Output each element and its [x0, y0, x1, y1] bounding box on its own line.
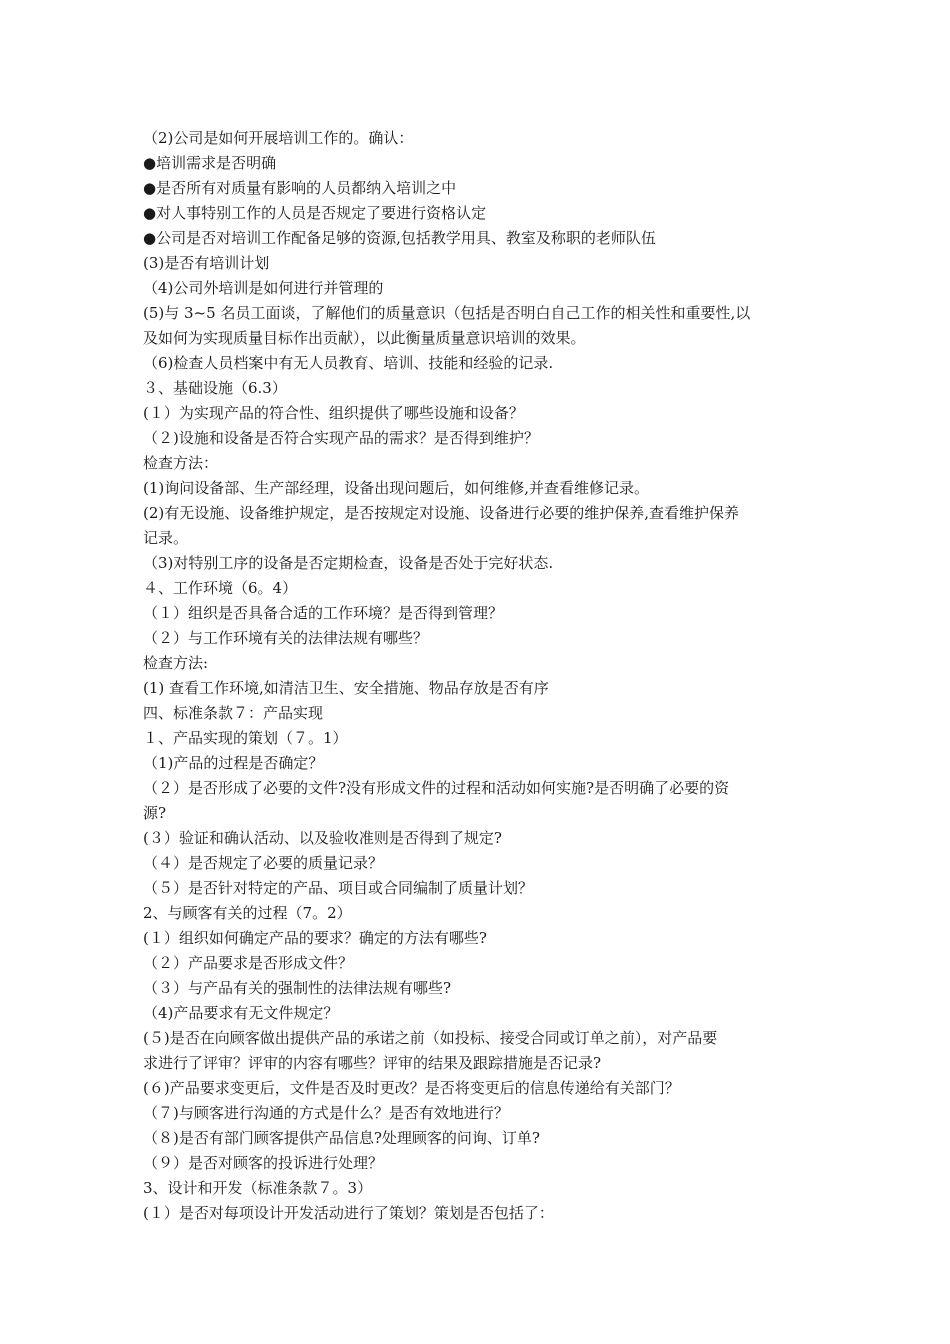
text-line: (3)是否有培训计划 — [143, 254, 270, 272]
text-line: （７)与顾客进行沟通的方式是什么？是否有效地进行？ — [143, 1104, 509, 1122]
text-line: 源? — [143, 804, 167, 822]
text-line: （4)产品要求有无文件规定？ — [143, 1004, 339, 1022]
text-line: 记录。 — [143, 529, 189, 547]
text-line: （２）与工作环境有关的法律法规有哪些？ — [143, 629, 429, 647]
section-heading: 2、与顾客有关的过程（7。2） — [143, 904, 352, 922]
chapter-heading: 四、标准条款７：产品实现 — [143, 704, 324, 722]
text-line: （４）是否规定了必要的质量记录？ — [143, 854, 384, 872]
text-line: (３）验证和确认活动、以及验收准则是否得到了规定? — [143, 829, 502, 847]
text-line: (1) 查看工作环境,如清洁卫生、安全措施、物品存放是否有序 — [143, 679, 549, 697]
text-line: （3)对特别工序的设备是否定期检查，设备是否处于完好状态. — [143, 554, 554, 572]
text-line: （１）组织是否具备合适的工作环境？是否得到管理？ — [143, 604, 504, 622]
text-line: （９）是否对顾客的投诉进行处理？ — [143, 1154, 384, 1172]
text-line: （2)公司是如何开展培训工作的。确认： — [143, 129, 414, 147]
subheading: 检查方法: — [143, 654, 209, 672]
section-heading: ３、基础设施（6.3） — [143, 379, 287, 397]
text-line: （２)设施和设备是否符合实现产品的需求？是否得到维护？ — [143, 429, 539, 447]
text-line: 求进行了评审？评审的内容有哪些？评审的结果及跟踪措施是否记录? — [143, 1054, 602, 1072]
section-heading: ４、工作环境（6。4） — [143, 579, 298, 597]
text-line: (１）是否对每项设计开发活动进行了策划？策划是否包括了： — [143, 1204, 554, 1222]
document-body — [143, 126, 813, 1226]
subheading: 检查方法： — [143, 454, 219, 472]
text-line: （２）是否形成了必要的文件?没有形成文件的过程和活动如何实施?是否明确了必要的资 — [143, 779, 730, 797]
section-heading: １、产品实现的策划（７。1） — [143, 729, 348, 747]
text-line: (1)询问设备部、生产部经理，设备出现问题后，如何维修,并查看维修记录。 — [143, 479, 650, 497]
text-line: （５）是否针对特定的产品、项目或合同编制了质量计划？ — [143, 879, 534, 897]
bullet-item: ●是否所有对质量有影响的人员都纳入培训之中 — [143, 179, 457, 197]
text-line: (６)产品要求变更后，文件是否及时更改？是否将变更后的信息传递给有关部门？ — [143, 1079, 680, 1097]
text-line: (１）为实现产品的符合性、组织提供了哪些设施和设备？ — [143, 404, 524, 422]
bullet-item: ●对人事特别工作的人员是否规定了要进行资格认定 — [143, 204, 487, 222]
text-line: (5)与 3~5 名员工面谈，了解他们的质量意识（包括是否明白自己工作的相关性和重要性,以 — [143, 304, 751, 322]
text-line: （4)公司外培训是如何进行并管理的 — [143, 279, 384, 297]
text-line: (2)有无设施、设备维护规定，是否按规定对设施、设备进行必要的维护保养,查看维护保养 — [143, 504, 740, 522]
text-line: （1)产品的过程是否确定？ — [143, 754, 324, 772]
text-line: （6)检查人员档案中有无人员教育、培训、技能和经验的记录. — [143, 354, 554, 372]
text-line: （８)是否有部门顾客提供产品信息?处理顾客的问询、订单? — [143, 1129, 540, 1147]
text-line: 及如何为实现质量目标作出贡献），以此衡量质量意识培训的效果。 — [143, 329, 586, 347]
bullet-item: ●培训需求是否明确 — [143, 154, 277, 172]
section-heading: 3、设计和开发（标准条款７。3） — [143, 1179, 373, 1197]
bullet-item: ●公司是否对培训工作配备足够的资源,包括教学用具、教室及称职的老师队伍 — [143, 229, 656, 247]
text-line: （３）与产品有关的强制性的法律法规有哪些? — [143, 979, 452, 997]
text-line: (５)是否在向顾客做出提供产品的承诺之前（如投标、接受合同或订单之前），对产品要 — [143, 1029, 718, 1047]
text-line: （２）产品要求是否形成文件？ — [143, 954, 354, 972]
text-line: (１）组织如何确定产品的要求？确定的方法有哪些? — [143, 929, 487, 947]
